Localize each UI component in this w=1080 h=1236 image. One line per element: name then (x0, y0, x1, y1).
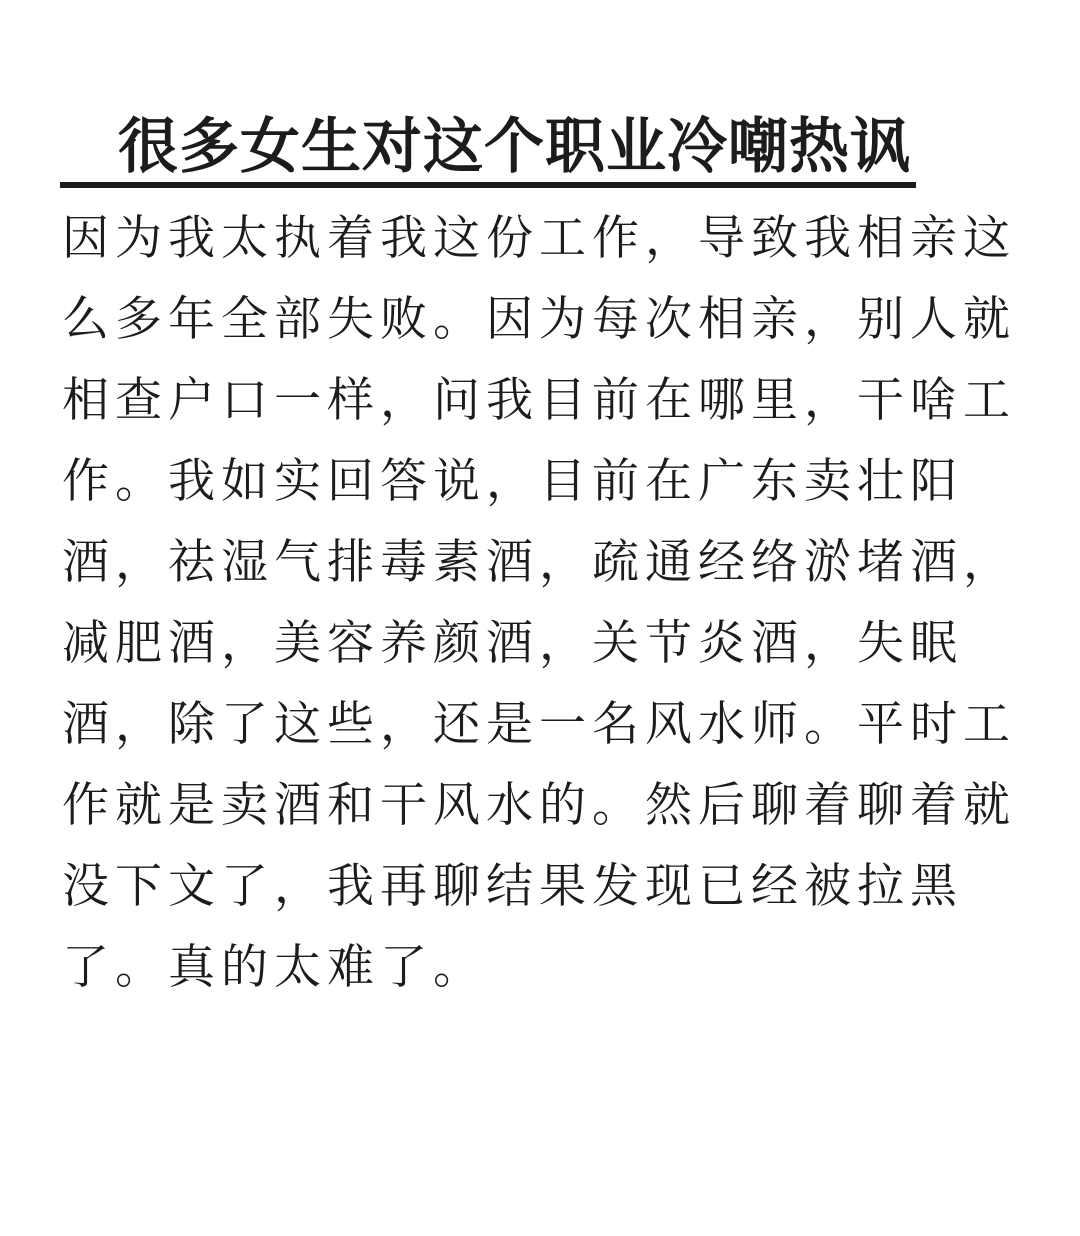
body-line-8: 作就是卖酒和干风水的。然后聊着聊着就 (62, 778, 1016, 833)
body-line-6: 减肥酒，美容养颜酒，关节炎酒，失眠 (62, 616, 963, 671)
title-underline (60, 112, 916, 188)
article-title: 很多女生对这个职业冷嘲热讽 (118, 112, 911, 182)
article-body (62, 198, 1022, 1008)
body-line-10: 了。真的太难了。 (62, 940, 486, 995)
body-line-2: 么多年全部失败。因为每次相亲，别人就 (62, 292, 1016, 347)
body-line-7: 酒，除了这些，还是一名风水师。平时工 (62, 697, 1016, 752)
body-line-9: 没下文了，我再聊结果发现已经被拉黑 (62, 859, 963, 914)
body-line-1: 因为我太执着我这份工作，导致我相亲这 (62, 211, 1016, 266)
body-line-3: 相查户口一样，问我目前在哪里，干啥工 (62, 373, 1016, 428)
body-line-4: 作。我如实回答说，目前在广东卖壮阳 (62, 454, 963, 509)
body-line-5: 酒，祛湿气排毒素酒，疏通经络淤堵酒， (62, 535, 1016, 590)
